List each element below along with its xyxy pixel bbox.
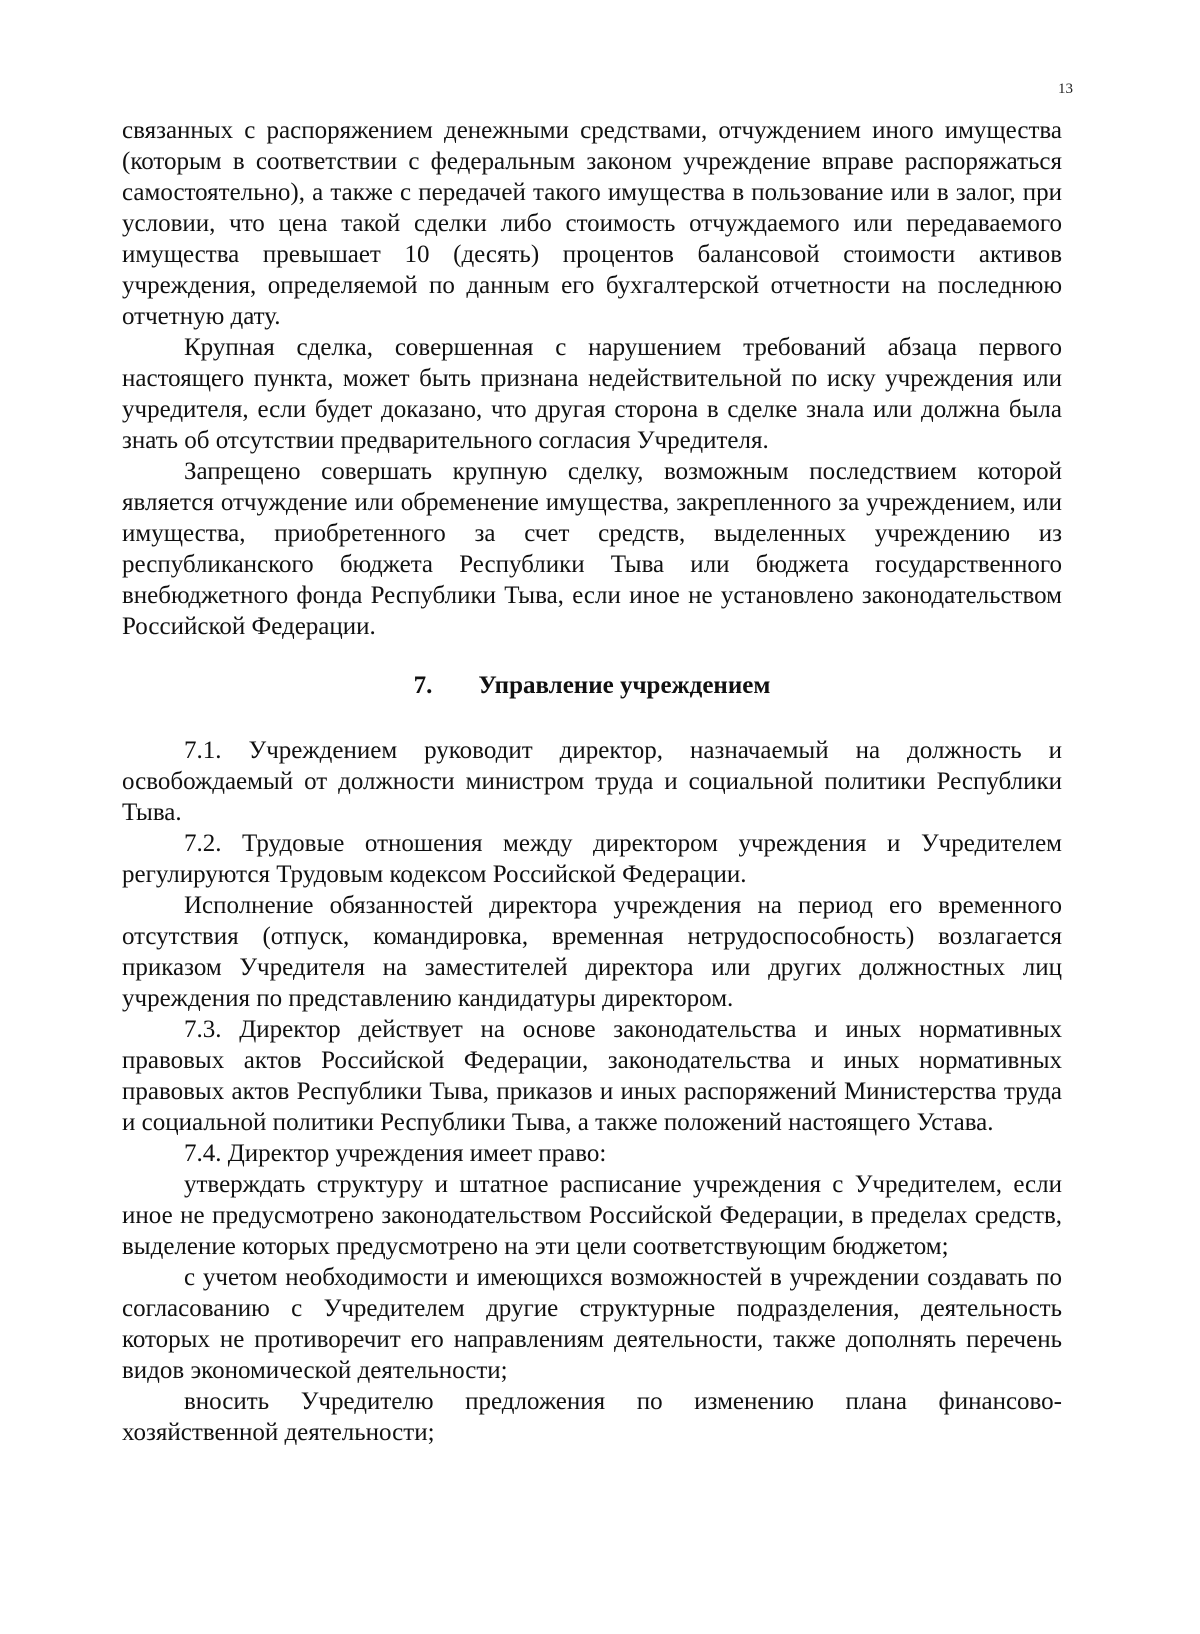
paragraphs-after-section: [122, 735, 1062, 1448]
document-body: [122, 115, 1062, 1448]
paragraph: Крупная сделка, совершенная с нарушением требований абзаца первого настоящего пункта, может быть признана недействительной по иску учреждения или учредителя, если будет доказано, что другая сторона в сделке знала или должна была знать об отсутствии предварительного согласия Учредителя.: [122, 334, 1062, 454]
paragraph: 7.1. Учреждением руководит директор, назначаемый на должность и освобождаемый от должности министром труда и социальной политики Республики Тыва.: [122, 737, 1062, 826]
paragraph: утверждать структуру и штатное расписание учреждения с Учредителем, если иное не предусмотрено законодательством Российской Федерации, в пределах средств, выделение которых предусмотрено на эти цели соответствующим бюджетом;: [122, 1171, 1062, 1260]
paragraph: Запрещено совершать крупную сделку, возможным последствием которой является отчуждение или обременение имущества, закрепленного за учреждением, или имущества, приобретенного за счет средств, выделенных учреждению из республиканского бюджета Республики Тыва или бюджета государственного внебюджетного фонда Республики Тыва, если иное не установлено законодательством Российской Федерации.: [122, 458, 1062, 640]
paragraph: 7.3. Директор действует на основе законодательства и иных нормативных правовых актов Российской Федерации, законодательства и иных нормативных правовых актов Республики Тыва, приказов и иных распоряжений Министерства труда и социальной политики Республики Тыва, а также положений настоящего Устава.: [122, 1016, 1062, 1136]
paragraph: вносить Учредителю предложения по изменению плана финансово-хозяйственной деятельности;: [122, 1388, 1062, 1446]
paragraph: Исполнение обязанностей директора учреждения на период его временного отсутствия (отпуск, командировка, временная нетрудоспособность) возлагается приказом Учредителя на заместителей директора или других должностных лиц учреждения по представлению кандидатуры директором.: [122, 892, 1062, 1012]
section-title: Управление учреждением: [478, 672, 771, 699]
section-heading: [122, 670, 1062, 701]
page-number: 13: [1058, 81, 1073, 97]
paragraph: с учетом необходимости и имеющихся возможностей в учреждении создавать по согласованию с Учредителем другие структурные подразделения, деятельность которых не противоречит его направлениям деятельности, также дополнять перечень видов экономической деятельности;: [122, 1264, 1062, 1384]
section-number: 7.: [413, 672, 433, 699]
paragraph: 7.4. Директор учреждения имеет право:: [184, 1140, 607, 1167]
paragraph: связанных с распоряжением денежными средствами, отчуждением иного имущества (которым в соответствии с федеральным законом учреждение вправе распоряжаться самостоятельно), а также с передачей такого имущества в пользование или в залог, при условии, что цена такой сделки либо стоимость отчуждаемого или передаваемого имущества превышает 10 (десять) процентов балансовой стоимости активов учреждения, определяемой по данным его бухгалтерской отчетности на последнюю отчетную дату.: [122, 117, 1062, 330]
paragraphs-before-section: [122, 115, 1062, 642]
paragraph: 7.2. Трудовые отношения между директором учреждения и Учредителем регулируются Трудовым кодексом Российской Федерации.: [122, 830, 1062, 888]
